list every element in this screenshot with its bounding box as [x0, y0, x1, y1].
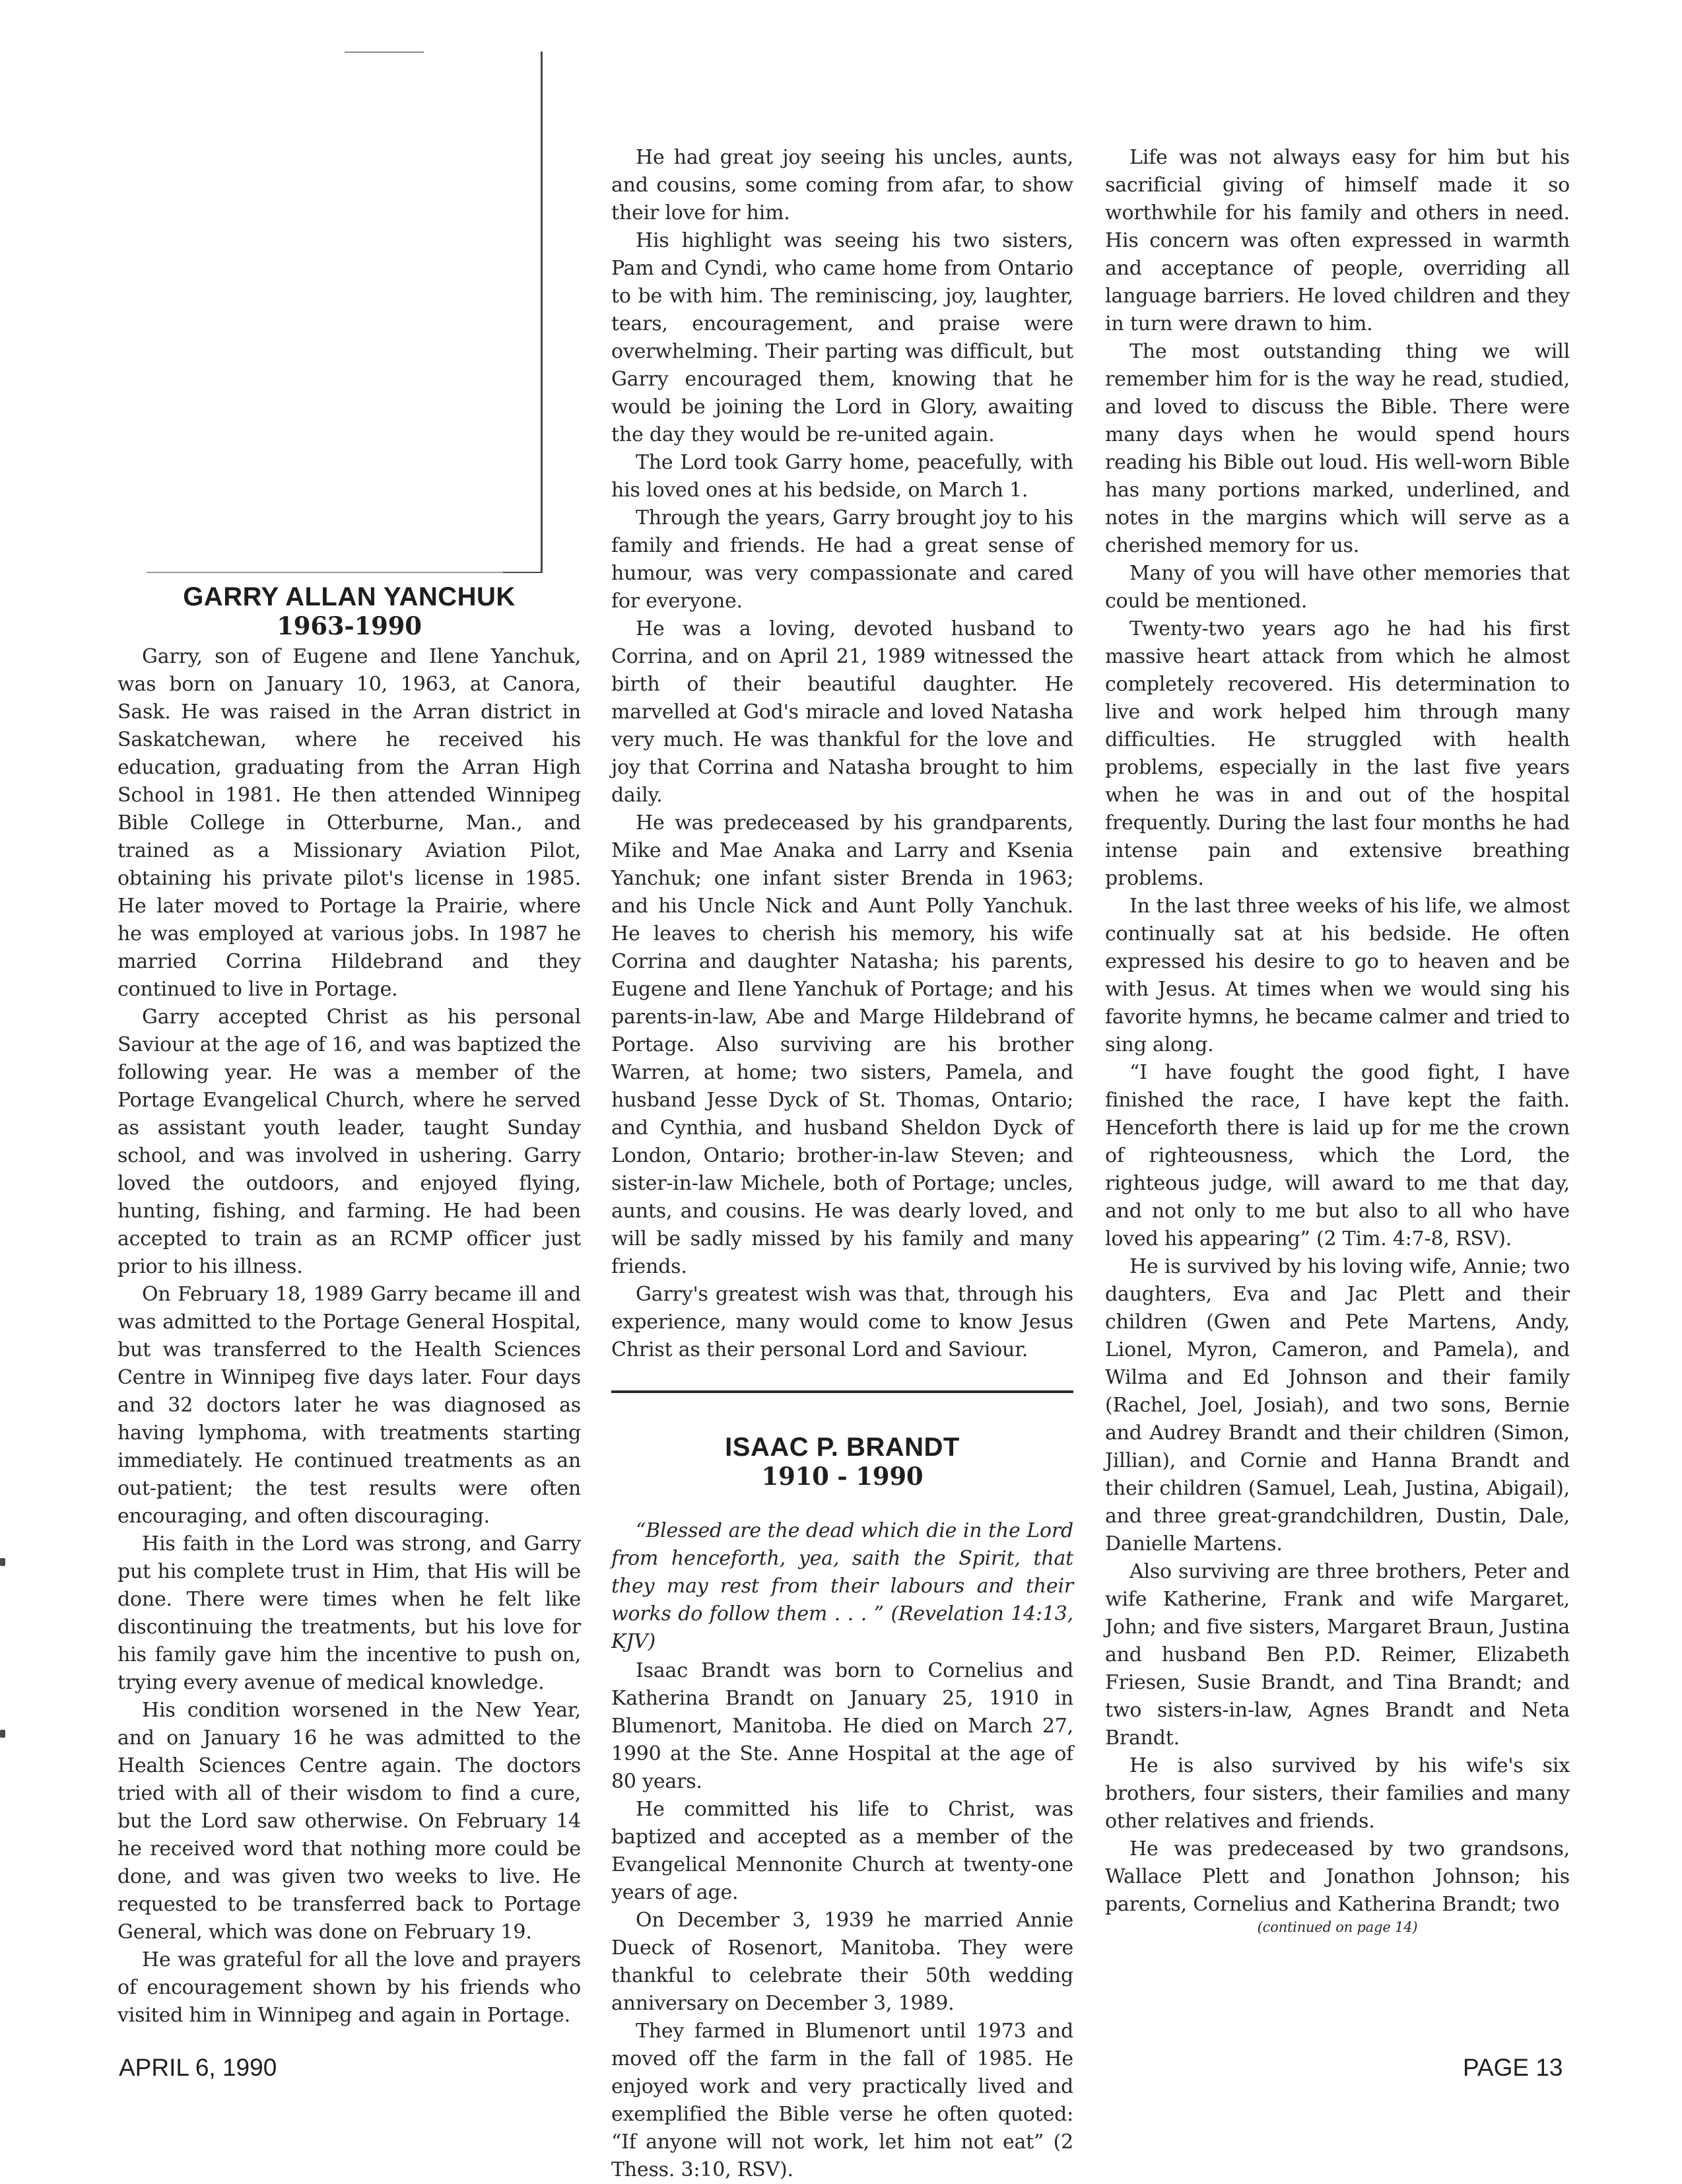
paragraph: He committed his life to Christ, was baptized and accepted as a member of the Evangelical Mennonite Church at twenty-one years of age. — [611, 1798, 1073, 1904]
scripture-quote: “Blessed are the dead which die in the Lord from henceforth, yea, saith the Spirit, that they may rest from their labours and their works do follow them . . . ” (Revelation 14:13, KJV) — [611, 1519, 1073, 1653]
paragraph: “I have fought the good fight, I have finished the race, I have kept the faith. Henceforth there is laid up for me the crown of righteousness, which the Lord, the righteous judge, will award to me that day, and not only to me but also to all who have loved his appearing” (2 Tim. 4:7-8, RSV). — [1105, 1061, 1570, 1250]
paragraph: Garry's greatest wish was that, through his experience, many would come to know Jesus Christ as their personal Lord and Saviour. — [611, 1283, 1073, 1361]
column-2 — [611, 144, 1073, 2184]
paragraph: The Lord took Garry home, peacefully, with his loved ones at his bedside, on March 1. — [611, 451, 1073, 502]
paragraph: Isaac Brandt was born to Cornelius and Katherina Brandt on January 25, 1910 in Blumenort, Manitoba. He died on March 27, 1990 at the Ste. Anne Hospital at the age of 80 years. — [611, 1659, 1073, 1793]
paragraph: Through the years, Garry brought joy to his family and friends. He had a great sense of humour, was very compassionate and cared for everyone. — [611, 506, 1073, 613]
obituary-2-name: ISAAC P. BRANDT — [725, 1433, 960, 1462]
obituary-1-years: 1963-1990 — [277, 611, 422, 640]
print-speck — [0, 1730, 5, 1738]
column-1 — [118, 582, 581, 2030]
paragraph: Life was not always easy for him but his sacrificial giving of himself made it so worthwhile for his family and others in need. His concern was often expressed in warmth and acceptance of people, overriding all language barriers. He loved children and they in turn were drawn to him. — [1105, 146, 1570, 335]
paragraph: In the last three weeks of his life, we almost continually sat at his bedside. He often expressed his desire to go to heaven and be with Jesus. At times when we would sing his favorite hymns, he became calmer and tried to sing along. — [1105, 895, 1570, 1056]
photo-corner-mark — [503, 572, 543, 573]
paragraph: His highlight was seeing his two sisters, Pam and Cyndi, who came home from Ontario to be with him. The reminiscing, joy, laughter, tears, encouragement, and praise were overwhelming. Their parting was difficult, but Garry encouraged them, knowing that he would be joining the Lord in Glory, awaiting the day they would be re-united again. — [611, 229, 1073, 446]
photo-top-edge — [345, 51, 424, 53]
paragraph: He is also survived by his wife's six brothers, four sisters, their families and many other relatives and friends. — [1105, 1754, 1570, 1833]
paragraph: The most outstanding thing we will remember him for is the way he read, studied, and loved to discuss the Bible. There were many days when he would spend hours reading his Bible out loud. His well-worn Bible has many portions marked, underlined, and notes in the margins which will serve as a cherished memory for us. — [1105, 340, 1570, 557]
paragraph: Many of you will have other memories that could be mentioned. — [1105, 562, 1570, 613]
paragraph: He had great joy seeing his uncles, aunts, and cousins, some coming from afar, to show their love for him. — [611, 146, 1073, 224]
paragraph: He was predeceased by his grandparents, Mike and Mae Anaka and Larry and Ksenia Yanchuk; one infant sister Brenda in 1963; and his Uncle Nick and Aunt Polly Yanchuk. He leaves to cherish his memory, his wife Corrina and daughter Natasha; his parents, Eugene and Ilene Yanchuk of Portage; and his parents-in-law, Abe and Marge Hildebrand of Portage. Also surviving are his brother Warren, at home; two sisters, Pamela, and husband Jesse Dyck of St. Thomas, Ontario; and Cynthia, and husband Sheldon Dyck of London, Ontario; brother-in-law Steven; and sister-in-law Michele, both of Portage; uncles, aunts, and cousins. He was dearly loved, and will be sadly missed by his family and many friends. — [611, 811, 1073, 1278]
paragraph: He was a loving, devoted husband to Corrina, and on April 21, 1989 witnessed the birth of their beautiful daughter. He marvelled at God's miracle and loved Natasha very much. He was thankful for the love and joy that Corrina and Natasha brought to him daily. — [611, 617, 1073, 807]
paragraph: His faith in the Lord was strong, and Garry put his complete trust in Him, that His will be done. There were times when he felt like discontinuing the treatments, but his love for his family gave him the incentive to push on, trying every avenue of medical knowledge. — [118, 1532, 581, 1694]
page-number: PAGE 13 — [1463, 2054, 1563, 2081]
section-divider — [611, 1390, 1073, 1393]
obituary-2-years: 1910 - 1990 — [761, 1462, 924, 1491]
paragraph: On February 18, 1989 Garry became ill and was admitted to the Portage General Hospital, but was transferred to the Health Sciences Centre in Winnipeg five days later. Four days and 32 doctors later he was diagnosed as having lymphoma, with treatments starting immediately. He continued treatments as an out-patient; the test results were often encouraging, and often discouraging. — [118, 1283, 581, 1528]
paragraph: He was grateful for all the love and prayers of encouragement shown by his friends who visited him in Winnipeg and again in Portage. — [118, 1948, 581, 2027]
paragraph: He was predeceased by two grandsons, Wallace Plett and Jonathon Johnson; his parents, Cornelius and Katherina Brandt; two — [1105, 1837, 1570, 1916]
paragraph: He is survived by his loving wife, Annie; two daughters, Eva and Jac Plett and their children (Gwen and Pete Martens, Andy, Lionel, Myron, Cameron, and Pamela), and Wilma and Ed Johnson and their family (Rachel, Joel, Josiah), and two sons, Bernie and Audrey Brandt and their children (Simon, Jillian), and Cornie and Hanna Brandt and their children (Samuel, Leah, Justina, Abigail), and three great-grandchildren, Dustin, Dale, Danielle Martens. — [1105, 1255, 1570, 1555]
paragraph: Garry, son of Eugene and Ilene Yanchuk, was born on January 10, 1963, at Canora, Sask. He was raised in the Arran district in Saskatchewan, where he received his education, graduating from the Arran High School in 1981. He then attended Winnipeg Bible College in Otterburne, Man., and trained as a Missionary Aviation Pilot, obtaining his private pilot's license in 1985. He later moved to Portage la Prairie, where he was employed at various jobs. In 1987 he married Corrina Hildebrand and they continued to live in Portage. — [118, 645, 581, 1001]
continued-note: (continued on page 14) — [1257, 1919, 1418, 1935]
paragraph: On December 3, 1939 he married Annie Dueck of Rosenort, Manitoba. They were thankful to celebrate their 50th wedding anniversary on December 3, 1989. — [611, 1909, 1073, 2015]
paragraph: They farmed in Blumenort until 1973 and moved off the farm in the fall of 1985. He enjoyed work and very practically lived and exemplified the Bible verse he often quoted: “If anyone will not work, let him not eat” (2 Thess. 3:10, RSV). — [611, 2020, 1073, 2181]
paragraph: Twenty-two years ago he had his first massive heart attack from which he almost completely recovered. His determination to live and work helped him through many difficulties. He struggled with health problems, especially in the last five years when he was in and out of the hospital frequently. During the last four months he had intense pain and extensive breathing problems. — [1105, 617, 1570, 890]
obituary-1-name: GARRY ALLAN YANCHUK — [183, 582, 516, 611]
paragraph: Also surviving are three brothers, Peter and wife Katherine, Frank and wife Margaret, John; and five sisters, Margaret Braun, Justina and husband Ben P.D. Reimer, Elizabeth Friesen, Susie Brandt, and Tina Brandt; and two sisters-in-law, Agnes Brandt and Neta Brandt. — [1105, 1560, 1570, 1750]
paragraph: His condition worsened in the New Year, and on January 16 he was admitted to the Health Sciences Centre again. The doctors tried with all of their wisdom to find a cure, but the Lord saw otherwise. On February 14 he received word that nothing more could be done, and was given two weeks to live. He requested to be transferred back to Portage General, which was done on February 19. — [118, 1699, 581, 1944]
print-speck — [0, 1558, 5, 1566]
column-3 — [1105, 144, 1570, 1936]
issue-date: APRIL 6, 1990 — [119, 2054, 277, 2081]
paragraph: Garry accepted Christ as his personal Saviour at the age of 16, and was baptized the following year. He was a member of the Portage Evangelical Church, where he served as assistant youth leader, taught Sunday school, and was involved in ushering. Garry loved the outdoors, and enjoyed flying, hunting, fishing, and farming. He had been accepted to train as an RCMP officer just prior to his illness. — [118, 1006, 581, 1278]
photo-placeholder — [147, 51, 543, 573]
